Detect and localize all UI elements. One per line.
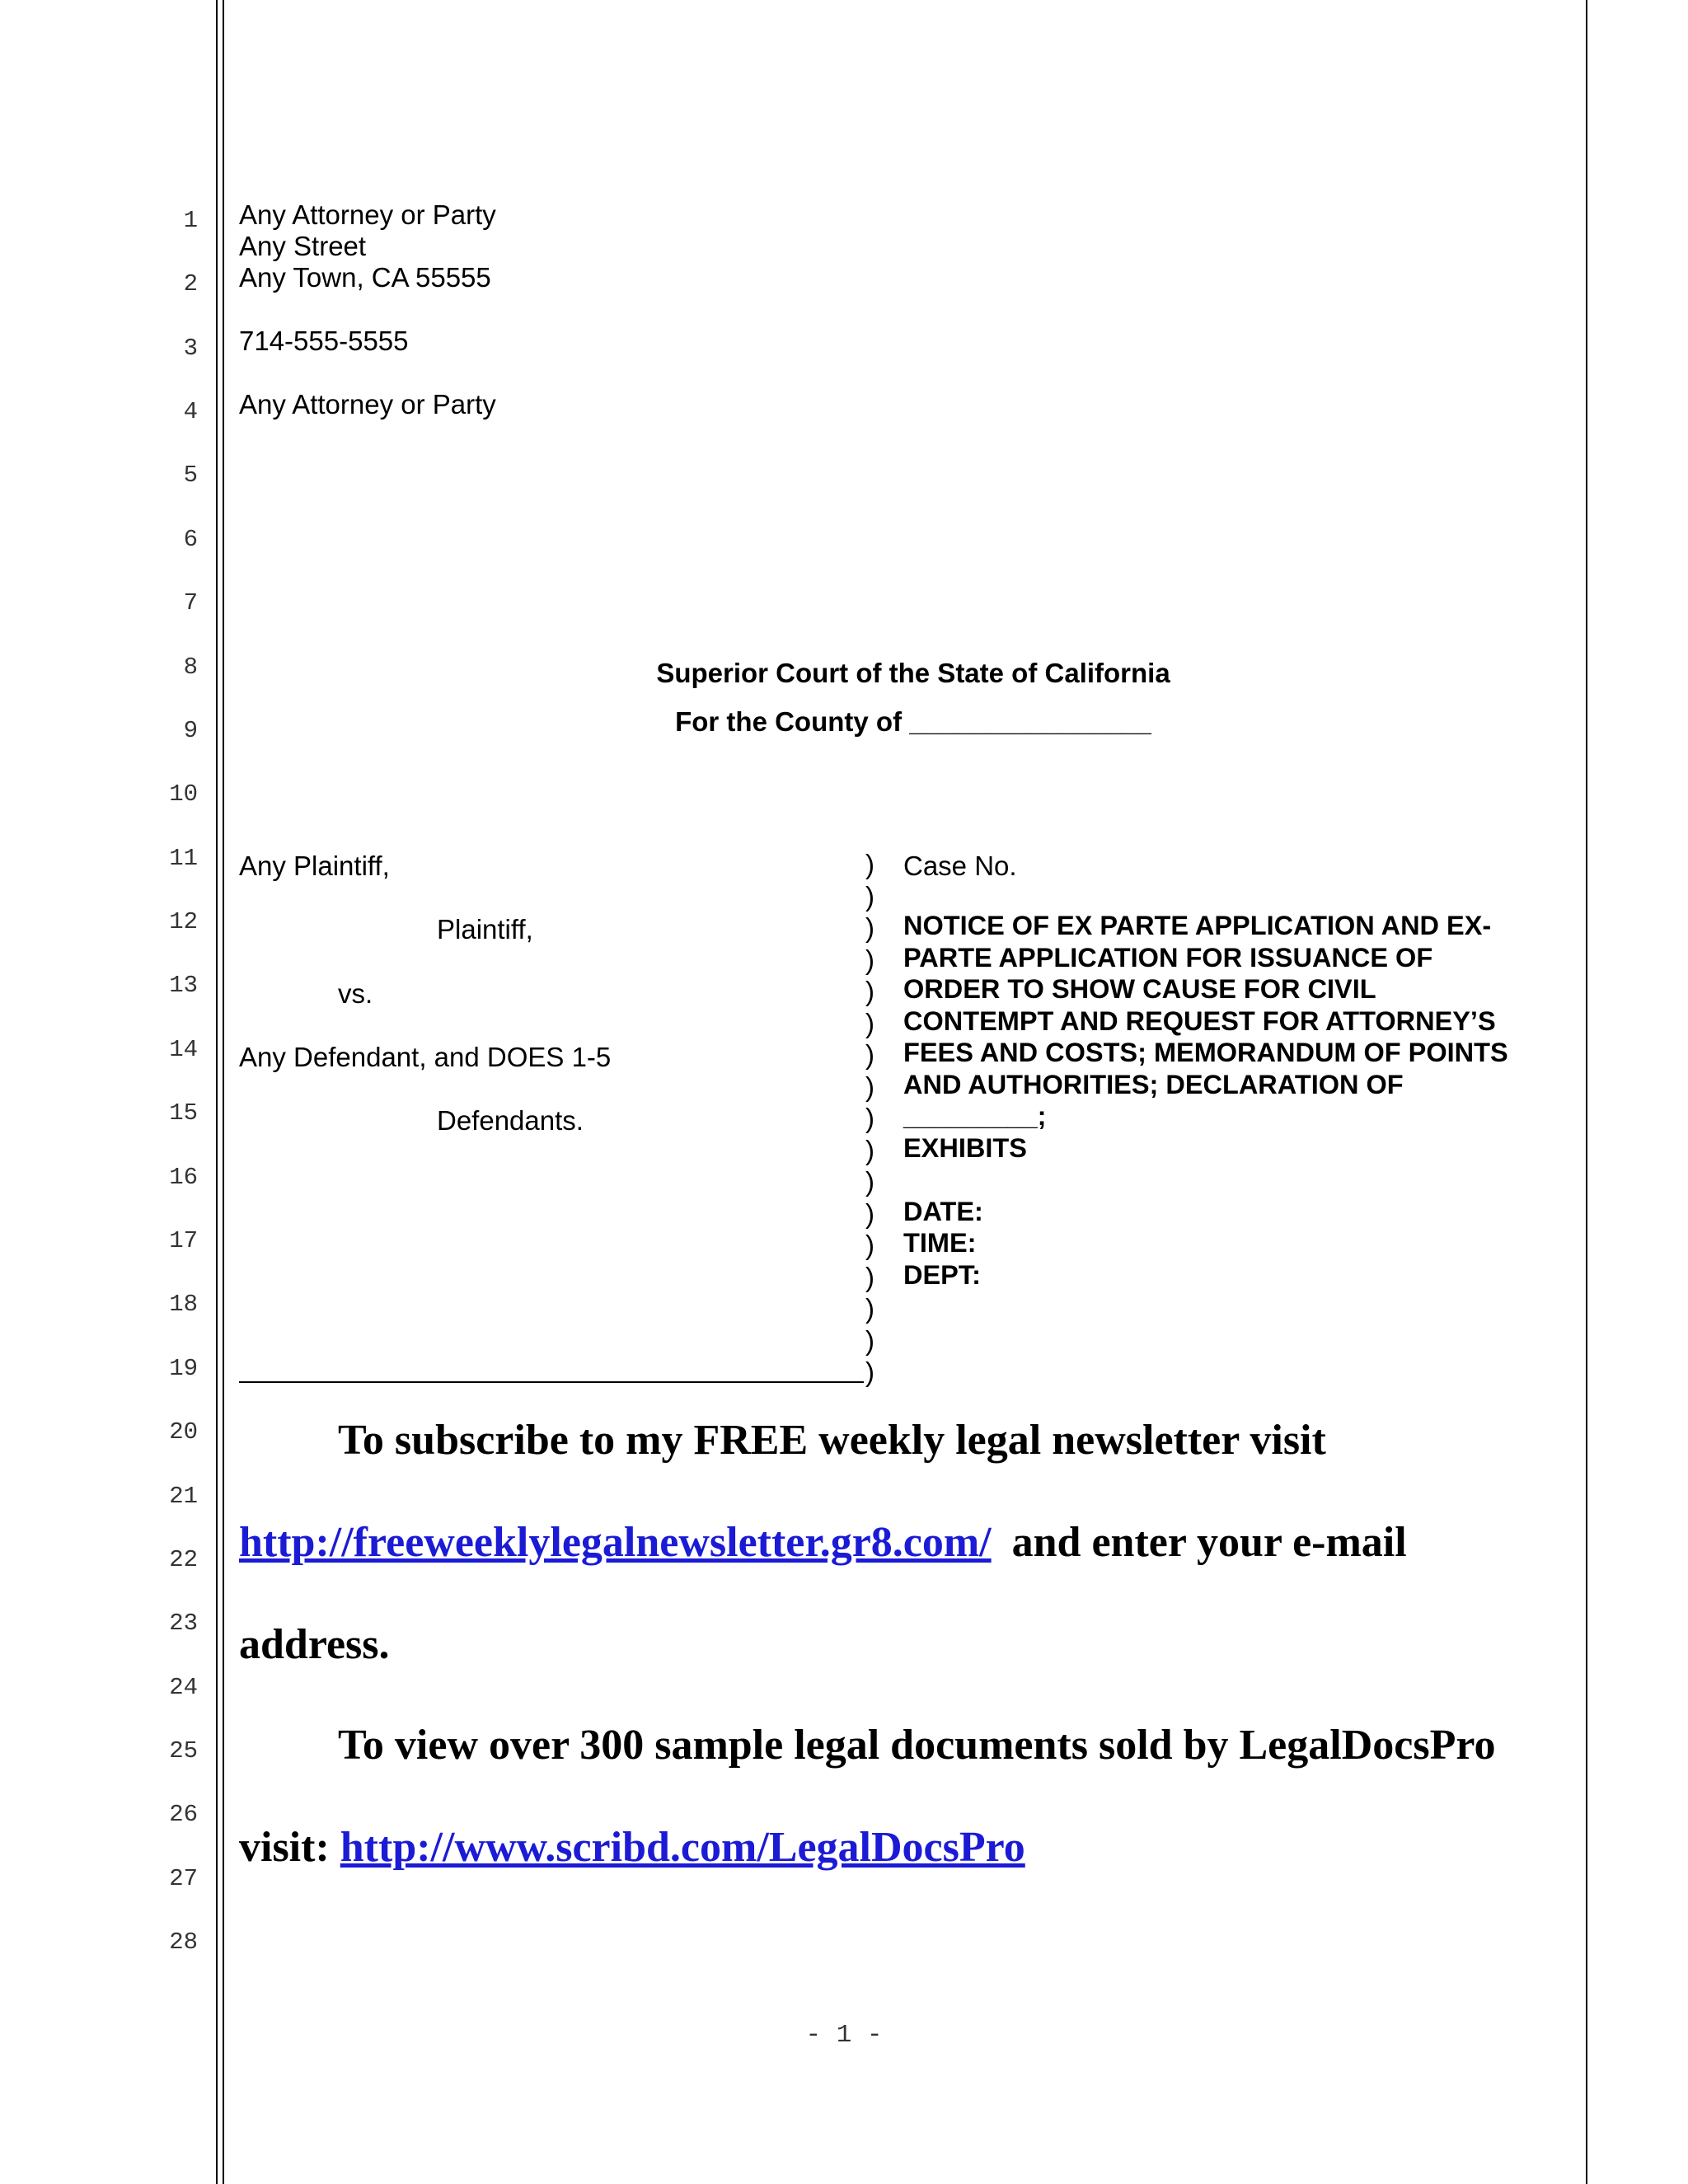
court-name: Superior Court of the State of California <box>656 658 1170 688</box>
hearing-time-label: TIME: <box>903 1228 977 1258</box>
document-title-line: CONTEMPT AND REQUEST FOR ATTORNEY’S <box>903 1005 1496 1036</box>
newsletter-link-trailing-text: and enter your e-mail <box>1001 1519 1407 1566</box>
line-number: 26 <box>169 1801 198 1828</box>
line-number: 6 <box>183 526 198 553</box>
line-number: 22 <box>169 1546 198 1573</box>
page-number: - 1 - <box>805 2021 883 2050</box>
line-number: 9 <box>183 717 198 744</box>
line-number: 28 <box>169 1929 198 1956</box>
document-title <box>903 910 1546 1291</box>
line-number: 12 <box>169 908 198 935</box>
newsletter-link[interactable]: http://freeweeklylegalnewsletter.gr8.com/ <box>239 1519 992 1566</box>
visit-label: visit: <box>239 1824 340 1871</box>
court-county: For the County of ________________ <box>675 706 1151 737</box>
line-number: 7 <box>183 589 198 616</box>
line-number: 14 <box>169 1036 198 1063</box>
attorney-street: Any Street <box>239 231 367 261</box>
line-number: 11 <box>169 845 198 872</box>
line-number: 25 <box>169 1737 198 1765</box>
newsletter-paragraph-end: address. <box>239 1621 390 1668</box>
newsletter-link-line <box>239 1518 1407 1567</box>
line-number: 4 <box>183 398 198 425</box>
line-number: 27 <box>169 1865 198 1892</box>
line-number: 1 <box>183 207 198 234</box>
documents-link-line <box>239 1823 1025 1872</box>
document-title-line: ORDER TO SHOW CAUSE FOR CIVIL <box>903 974 1376 1004</box>
attorney-phone: 714-555-5555 <box>239 326 409 356</box>
line-number: 18 <box>169 1291 198 1318</box>
caption-parentheses: ) ) ) ) ) ) ) ) ) ) ) ) ) ) ) ) ) <box>865 849 874 1387</box>
line-number: 23 <box>169 1610 198 1637</box>
line-number: 3 <box>183 335 198 362</box>
line-number: 5 <box>183 462 198 489</box>
defendant-name: Any Defendant, and DOES 1-5 <box>239 1042 612 1072</box>
document-title-line: EXHIBITS <box>903 1132 1027 1163</box>
line-number: 2 <box>183 270 198 298</box>
line-number: 16 <box>169 1164 198 1191</box>
line-number: 21 <box>169 1483 198 1510</box>
attorney-name: Any Attorney or Party <box>239 199 496 230</box>
plaintiff-name: Any Plaintiff, <box>239 851 390 881</box>
document-title-line: PARTE APPLICATION FOR ISSUANCE OF <box>903 942 1433 972</box>
line-number: 15 <box>169 1099 198 1127</box>
versus-label: vs. <box>338 978 373 1009</box>
hearing-date-label: DATE: <box>903 1196 983 1226</box>
defendant-label: Defendants. <box>437 1105 584 1136</box>
line-number: 10 <box>169 780 198 808</box>
line-number: 24 <box>169 1674 198 1701</box>
line-number: 13 <box>169 972 198 999</box>
left-margin-rule-inner <box>223 0 224 2184</box>
line-number: 19 <box>169 1355 198 1382</box>
line-number: 17 <box>169 1227 198 1254</box>
hearing-dept-label: DEPT: <box>903 1259 981 1290</box>
attorney-city: Any Town, CA 55555 <box>239 262 491 293</box>
caption-bottom-rule <box>239 1381 864 1383</box>
newsletter-paragraph-text: To subscribe to my FREE weekly legal newsletter visit <box>338 1417 1326 1464</box>
right-margin-rule <box>1586 0 1587 2184</box>
document-title-line: _________; <box>903 1101 1047 1131</box>
documents-paragraph-text: To view over 300 sample legal documents sold by LegalDocsPro <box>338 1722 1496 1769</box>
attorney-for: Any Attorney or Party <box>239 389 496 419</box>
case-number-label: Case No. <box>903 851 1017 881</box>
document-title-line: AND AUTHORITIES; DECLARATION OF <box>903 1069 1404 1099</box>
left-margin-rule-outer <box>216 0 218 2184</box>
scribd-link[interactable]: http://www.scribd.com/LegalDocsPro <box>340 1824 1025 1871</box>
document-title-line: FEES AND COSTS; MEMORANDUM OF POINTS <box>903 1038 1508 1067</box>
line-number: 8 <box>183 654 198 681</box>
line-number: 20 <box>169 1418 198 1446</box>
plaintiff-label: Plaintiff, <box>437 914 533 944</box>
blank-line <box>903 1164 1546 1196</box>
document-title-line: NOTICE OF EX PARTE APPLICATION AND EX- <box>903 911 1492 940</box>
